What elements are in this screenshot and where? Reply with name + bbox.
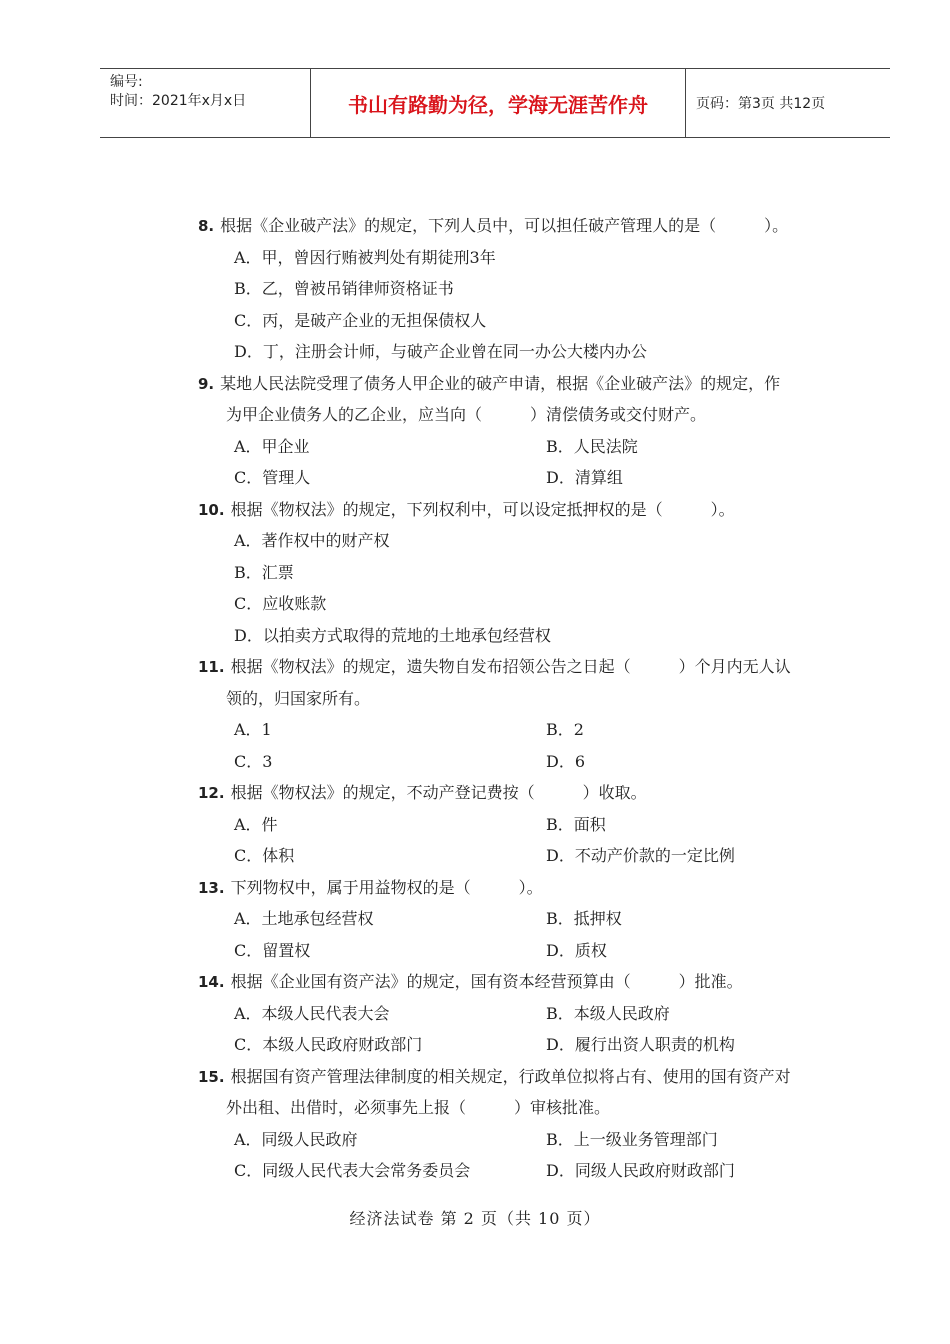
question-list <box>198 210 858 1187</box>
question-number: 8. <box>198 217 215 235</box>
answer-option: B．面积 <box>546 814 606 834</box>
question-text-line <box>198 872 858 904</box>
question-text-line <box>198 1061 858 1093</box>
option-row <box>198 1155 858 1187</box>
question <box>198 777 858 872</box>
number-label: 编号: <box>110 74 143 90</box>
option-row <box>198 588 858 620</box>
question <box>198 1061 858 1187</box>
answer-option: A．甲企业 <box>234 436 310 456</box>
answer-option: B．本级人民政府 <box>546 1003 670 1023</box>
answer-option: B．人民法院 <box>546 436 638 456</box>
answer-option: A．甲，曾因行贿被判处有期徒刑3年 <box>234 247 496 267</box>
answer-option: C．本级人民政府财政部门 <box>234 1035 423 1054</box>
question-text-line <box>198 966 858 998</box>
option-row <box>198 620 858 652</box>
question-number: 10. <box>198 500 225 519</box>
time-label: 时间：2021年x月x日 <box>110 93 247 109</box>
page-label: 页码：第3页 共12页 <box>696 96 826 112</box>
question-text: 根据国有资产管理法律制度的相关规定，行政单位拟将占有、使用的国有资产对 <box>230 1066 791 1086</box>
question <box>198 210 858 368</box>
answer-option: D．以拍卖方式取得的荒地的土地承包经营权 <box>234 625 551 645</box>
option-row <box>198 242 858 274</box>
question-text: 领的，归国家所有。 <box>226 688 371 708</box>
question <box>198 651 858 777</box>
page-number-label <box>686 69 890 137</box>
motto: 书山有路勤为径，学海无涯苦作舟 <box>311 69 686 137</box>
option-row <box>198 809 858 841</box>
question-number: 9. <box>198 374 215 393</box>
answer-option: B．上一级业务管理部门 <box>546 1129 718 1149</box>
option-row <box>198 998 858 1030</box>
answer-option: C．3 <box>234 751 273 771</box>
answer-option: D．同级人民政府财政部门 <box>546 1161 735 1180</box>
answer-option: C．同级人民代表大会常务委员会 <box>234 1161 471 1180</box>
question-text-line <box>198 683 858 715</box>
answer-option: C．体积 <box>234 846 295 865</box>
answer-option: C．丙，是破产企业的无担保债权人 <box>234 310 487 330</box>
question-text-line <box>198 399 858 431</box>
question-text: 根据《企业破产法》的规定，下列人员中，可以担任破产管理人的是（ ）。 <box>220 216 789 235</box>
question-text-line <box>198 1092 858 1124</box>
option-row <box>198 273 858 305</box>
answer-option: A．1 <box>234 720 272 739</box>
question-text: 根据《物权法》的规定，遗失物自发布招领公告之日起（ ）个月内无人认 <box>230 657 791 676</box>
answer-option: A．同级人民政府 <box>234 1129 358 1149</box>
page-footer: 经济法试卷 第 2 页（共 10 页） <box>349 1209 601 1228</box>
question-number: 11. <box>198 658 225 676</box>
answer-option: B．2 <box>546 720 584 739</box>
header-info <box>100 69 311 137</box>
option-row <box>198 746 858 778</box>
question-text-line <box>198 368 858 400</box>
answer-option: D．6 <box>546 751 586 771</box>
question-text: 根据《物权法》的规定，不动产登记费按（ ）收取。 <box>230 783 647 802</box>
answer-option: A．著作权中的财产权 <box>234 531 390 550</box>
question-text: 根据《物权法》的规定，下列权利中，可以设定抵押权的是（ ）。 <box>230 499 735 519</box>
answer-option: D．丁，注册会计师，与破产企业曾在同一办公大楼内办公 <box>234 342 647 361</box>
option-row <box>198 935 858 967</box>
option-row <box>198 840 858 872</box>
answer-option: D．质权 <box>546 940 607 960</box>
question-number: 13. <box>198 878 225 897</box>
page-header <box>100 68 890 138</box>
answer-option: B．抵押权 <box>546 909 622 928</box>
question-number: 14. <box>198 973 225 991</box>
answer-option: C．管理人 <box>234 468 311 487</box>
answer-option: A．本级人民代表大会 <box>234 1003 390 1023</box>
option-row <box>198 1124 858 1156</box>
option-row <box>198 462 858 494</box>
question <box>198 872 858 967</box>
option-row <box>198 557 858 589</box>
question <box>198 494 858 652</box>
question-text-line <box>198 210 858 242</box>
answer-option: B．乙，曾被吊销律师资格证书 <box>234 279 454 298</box>
question-text-line <box>198 777 858 809</box>
answer-option: A．土地承包经营权 <box>234 909 374 928</box>
answer-option: A．件 <box>234 814 278 834</box>
answer-option: D．清算组 <box>546 468 623 487</box>
option-row <box>198 714 858 746</box>
option-row <box>198 431 858 463</box>
answer-option: D．不动产价款的一定比例 <box>546 846 735 865</box>
question-text-line <box>198 494 858 526</box>
question <box>198 966 858 1061</box>
question-number: 15. <box>198 1067 225 1086</box>
option-row <box>198 903 858 935</box>
option-row <box>198 305 858 337</box>
question-number: 12. <box>198 784 225 802</box>
question-text-line <box>198 651 858 683</box>
option-row <box>198 336 858 368</box>
answer-option: D．履行出资人职责的机构 <box>546 1035 735 1054</box>
answer-option: B．汇票 <box>234 562 294 582</box>
question-text: 下列物权中，属于用益物权的是（ ）。 <box>230 877 543 897</box>
answer-option: C．留置权 <box>234 940 311 960</box>
question-text: 某地人民法院受理了债务人甲企业的破产申请，根据《企业破产法》的规定，作 <box>220 373 781 393</box>
question <box>198 368 858 494</box>
question-text: 外出租、出借时，必须事先上报（ ）审核批准。 <box>226 1098 611 1117</box>
answer-option: C．应收账款 <box>234 594 327 613</box>
question-text: 为甲企业债务人的乙企业，应当向（ ）清偿债务或交付财产。 <box>226 405 707 424</box>
question-text: 根据《企业国有资产法》的规定，国有资本经营预算由（ ）批准。 <box>230 972 743 991</box>
option-row <box>198 525 858 557</box>
option-row <box>198 1029 858 1061</box>
